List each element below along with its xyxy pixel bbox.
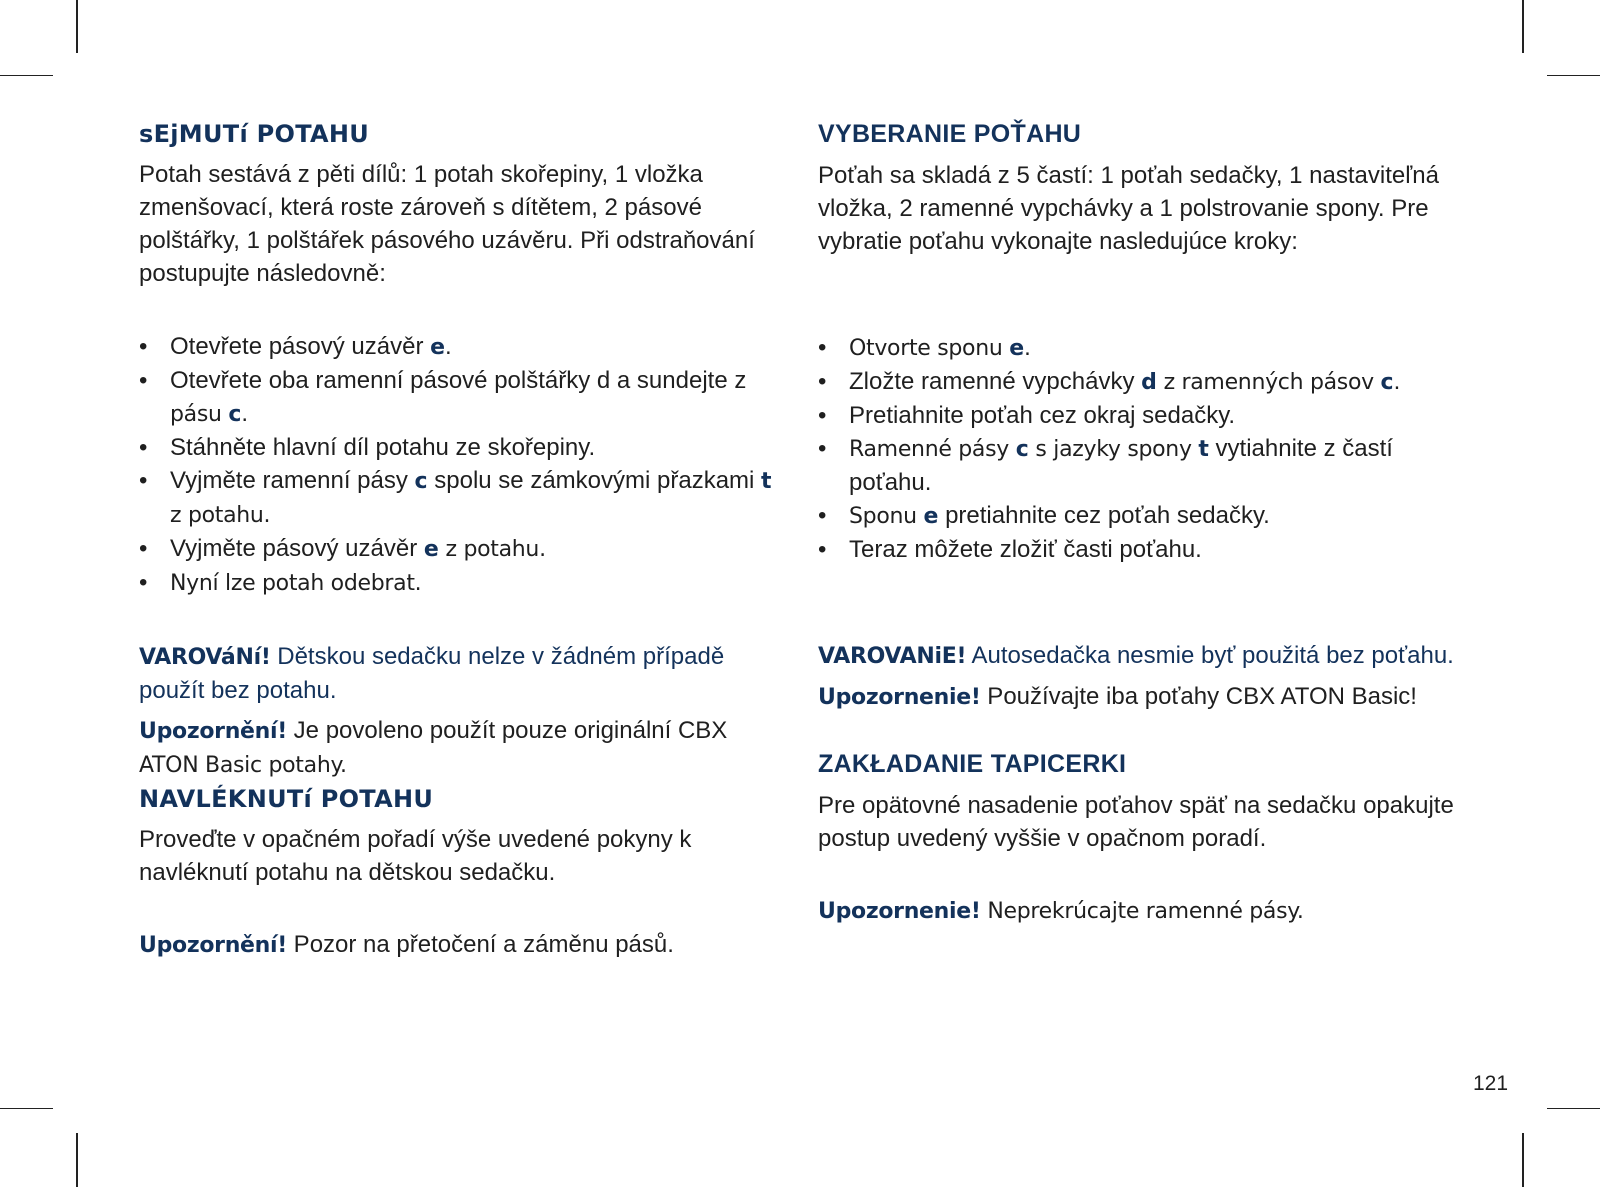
bullet: • xyxy=(818,502,827,529)
left-step-2: • Otevřete oba ramenní pásové polštářky d a sundejte z pásu c. xyxy=(139,364,779,431)
right-heading-cover-fitting: ZAKŁADANIE TAPICERKI xyxy=(818,750,1127,778)
left-heading-cover-fitting: NAVLÉKNUTí POTAHU xyxy=(139,785,434,813)
right-warning: VAROVANiE! Autosedačka nesmie byť použitá bez poťahu. xyxy=(818,642,1454,669)
bullet: • xyxy=(139,333,148,360)
right-step-6: • Teraz môžete zložiť časti poťahu. xyxy=(818,533,1458,566)
crop-mark-bottom-right-horizontal xyxy=(1547,1108,1600,1109)
right-note-original-covers: Upozornenie! Používajte iba poťahy CBX ATON Basic! xyxy=(818,683,1417,710)
crop-mark-bottom-right-vertical xyxy=(1522,1133,1524,1187)
left-step-4: • Vyjměte ramenní pásy c spolu se zámkovými přazkami t z potahu. xyxy=(139,464,779,532)
right-heading-cover-removal: VYBERANIE POŤAHU xyxy=(818,120,1082,148)
bullet: • xyxy=(139,434,148,461)
left-warning: VAROVáNí! Dětskou sedačku nelze v žádném případě použít bez potahu. xyxy=(139,643,725,704)
right-column-slovak xyxy=(818,120,1458,928)
left-heading-cover-removal: sEjMUTí POTAHU xyxy=(139,120,370,148)
crop-mark-top-right-horizontal xyxy=(1547,75,1600,76)
left-note-original-covers: Upozornění! Je povoleno použít pouze originální CBX ATON Basic potahy. xyxy=(139,717,728,778)
left-note-label: Upozornění! xyxy=(139,719,288,744)
left-intro-paragraph: Potah sestává z pěti dílů: 1 potah skořepiny, 1 vložka zmenšovací, která roste zároveň s dítětem, 2 pásové polštářky, 1 polštářek pásového uzávěru. Při odstraňování postupujte následovně: xyxy=(139,161,755,287)
crop-mark-top-right-vertical xyxy=(1522,0,1524,53)
left-fitting-paragraph: Proveďte v opačném pořadí výše uvedené pokyny k navléknutí potahu na dětskou sedačku. xyxy=(139,826,692,886)
right-fitting-paragraph: Pre opätovné nasadenie poťahov späť na sedačku opakujte postup uvedený vyššie v opačnom poradí. xyxy=(818,792,1454,852)
right-step-5: • Sponu e pretiahnite cez poťah sedačky. xyxy=(818,499,1458,533)
right-warning-label: VAROVANiE! xyxy=(818,644,967,669)
crop-mark-bottom-left-horizontal xyxy=(0,1108,53,1109)
bullet: • xyxy=(139,367,148,394)
right-intro-paragraph: Poťah sa skladá z 5 častí: 1 poťah sedačky, 1 nastaviteľná vložka, 2 ramenné vypchávky a 1 polstrovanie spony. Pre vybratie poťahu vykonajte nasledujúce kroky: xyxy=(818,162,1439,255)
bullet: • xyxy=(818,402,827,429)
right-step-4: • Ramenné pásy c s jazyky spony t vytiahnite z častí poťahu. xyxy=(818,432,1458,499)
right-step-1: • Otvorte sponu e. xyxy=(818,331,1458,365)
bullet: • xyxy=(818,435,827,462)
left-step-6: • Nyní lze potah odebrat. xyxy=(139,566,779,600)
left-steps-list xyxy=(139,330,779,600)
right-note-label: Upozornenie! xyxy=(818,685,981,710)
bullet: • xyxy=(818,368,827,395)
right-note2-label: Upozornenie! xyxy=(818,899,981,924)
right-step-2: • Zložte ramenné vypchávky d z ramenných pásov c. xyxy=(818,365,1458,399)
bullet: • xyxy=(139,535,148,562)
bullet: • xyxy=(139,569,148,596)
right-steps-list xyxy=(818,331,1458,566)
right-step-3: • Pretiahnite poťah cez okraj sedačky. xyxy=(818,399,1458,432)
left-note-belts: Upozornění! Pozor na přetočení a záměnu pásů. xyxy=(139,931,674,958)
left-step-1: • Otevřete pásový uzávěr e. xyxy=(139,330,779,364)
left-step-5: • Vyjměte pásový uzávěr e z potahu. xyxy=(139,532,779,566)
left-warning-label: VAROVáNí! xyxy=(139,645,271,670)
right-note-belts: Upozornenie! Neprekrúcajte ramenné pásy. xyxy=(818,899,1304,924)
crop-mark-bottom-left-vertical xyxy=(76,1133,78,1187)
left-column-czech xyxy=(139,120,779,962)
page-number: 121 xyxy=(1473,1072,1509,1095)
left-note2-label: Upozornění! xyxy=(139,933,288,958)
bullet: • xyxy=(139,467,148,494)
bullet: • xyxy=(818,334,827,361)
crop-mark-top-left-horizontal xyxy=(0,75,53,76)
crop-mark-top-left-vertical xyxy=(76,0,78,53)
left-step-3: • Stáhněte hlavní díl potahu ze skořepiny. xyxy=(139,431,779,464)
bullet: • xyxy=(818,536,827,563)
